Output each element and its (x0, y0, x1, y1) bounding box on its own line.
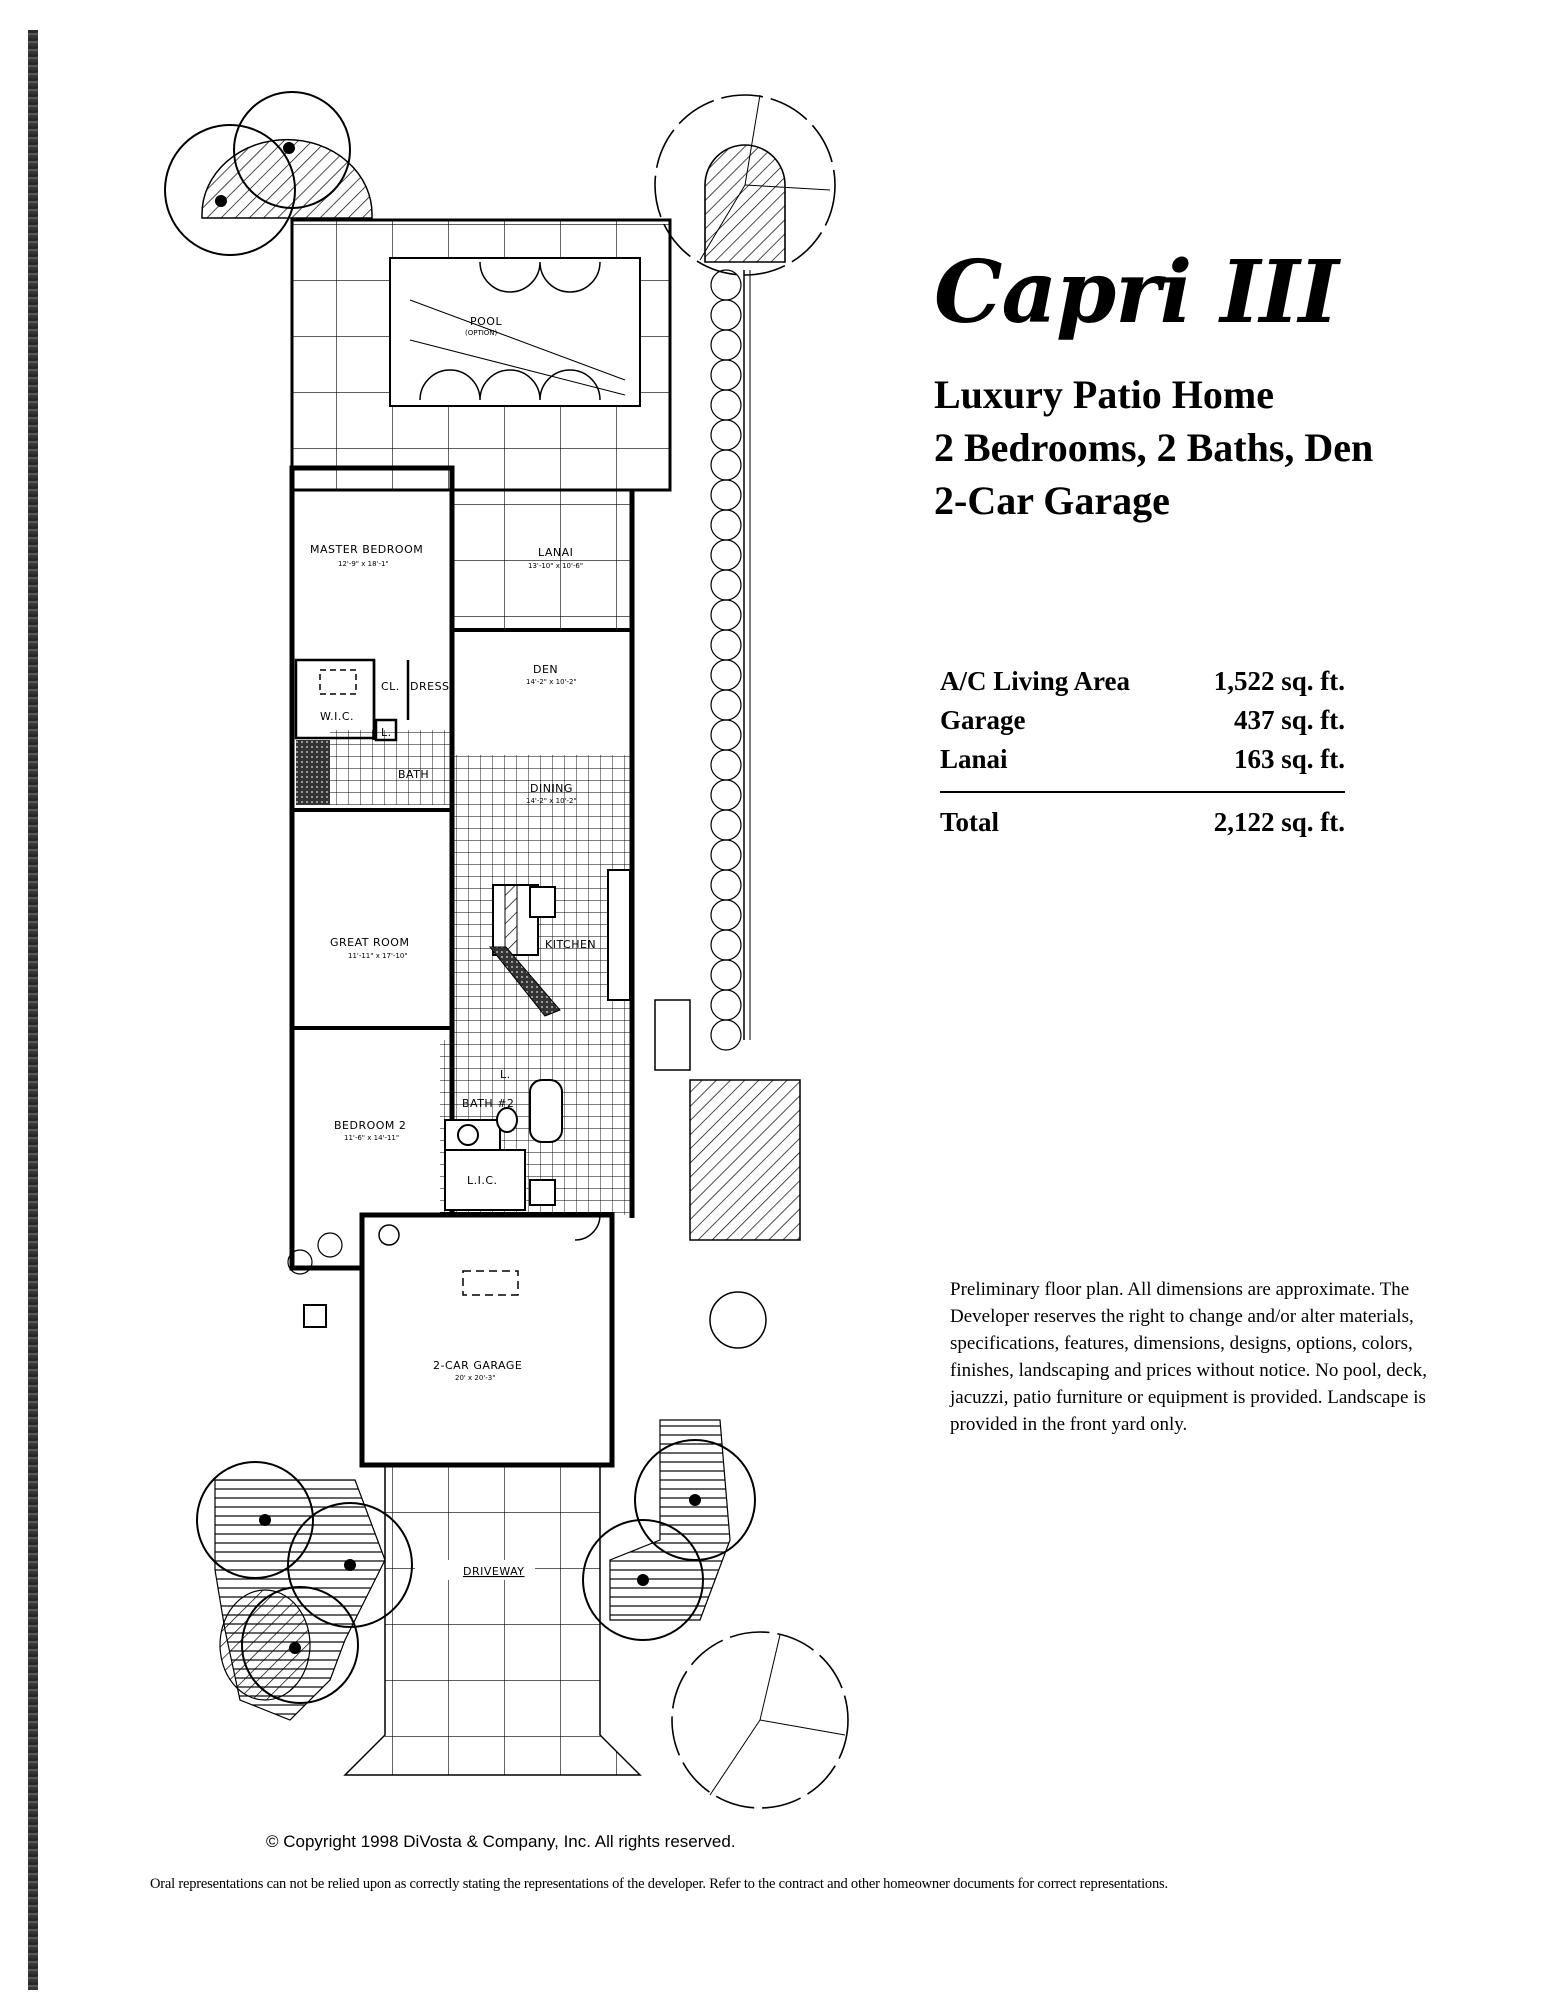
area-label: Garage (940, 705, 1026, 735)
tree-cluster-bottom-right (583, 1420, 848, 1808)
total-label: Total (940, 807, 1000, 837)
tree-top-right (655, 95, 835, 275)
pool-deck (292, 220, 670, 490)
master-bedroom-label: MASTER BEDROOM (310, 543, 424, 556)
disclaimer-text: Preliminary floor plan. All dimensions are approximate. The Developer reserves the right to change and/or alter materials, specifications, features, dimensions, designs, options, colors, finishes, landscaping and prices without notice. No pool, deck, jacuzzi, patio furniture or equipment is provided. Landscape is provided in the front yard only. (950, 1279, 1428, 1435)
den-dim: 14'-2" x 10'-2" (526, 678, 577, 686)
bath2-label: BATH #2 (462, 1097, 515, 1110)
closet-label: CL. (381, 680, 400, 693)
lanai-label: LANAI (538, 546, 574, 559)
area-total-row (940, 803, 1345, 842)
area-value: 1,522 sq. ft. (1213, 666, 1345, 696)
lic-label: L.I.C. (467, 1174, 498, 1187)
oral-representation-notice: Oral representations can not be relied upon as correctly stating the representations of the developer. Refer to the contract and other homeowner documents for correct representations. (150, 1876, 1168, 1892)
den-label: DEN (533, 663, 559, 676)
bedroom2-label: BEDROOM 2 (334, 1119, 407, 1132)
great-room-label: GREAT ROOM (330, 936, 410, 949)
subtitle-line: Luxury Patio Home (934, 372, 1274, 417)
hedge-row (711, 270, 750, 1050)
lanai-dim: 13'-10" x 10'-6" (528, 562, 584, 570)
area-table (940, 662, 1345, 842)
garage (362, 1215, 612, 1465)
side-garden-bed (690, 1080, 800, 1240)
pool-label: POOL (470, 315, 503, 328)
pool-option-label: (OPTION) (465, 329, 498, 337)
area-value: 437 sq. ft. (1233, 705, 1345, 735)
model-subtitle (934, 368, 1373, 527)
copyright-text: © Copyright 1998 DiVosta & Company, Inc. All rights reserved. (266, 1832, 736, 1851)
bedroom2-dim: 11'-6" x 14'-11" (344, 1134, 400, 1142)
shower-tile (296, 740, 330, 805)
dress-label: DRESS (410, 680, 450, 693)
area-row (940, 701, 1345, 740)
kitchen-label: KITCHEN (545, 938, 597, 951)
wic-label: W.I.C. (320, 710, 355, 723)
garage-dim: 20' x 20'-3" (455, 1374, 496, 1382)
area-label: A/C Living Area (940, 666, 1131, 696)
bath-label: BATH (398, 768, 430, 781)
driveway-label: DRIVEWAY (463, 1565, 525, 1578)
master-bedroom-dim: 12'-9" x 18'-1" (338, 560, 389, 568)
subtitle-line: 2-Car Garage (934, 478, 1170, 523)
total-value: 2,122 sq. ft. (1213, 807, 1345, 837)
side-planter (655, 1000, 690, 1070)
tree-cluster-bottom-left (197, 1462, 412, 1720)
shrub-small (318, 1233, 342, 1257)
linen-label: L. (381, 726, 392, 739)
area-row (940, 662, 1345, 701)
shrub (710, 1292, 766, 1348)
area-value: 163 sq. ft. (1233, 744, 1345, 774)
area-row (940, 740, 1345, 779)
garage-label: 2-CAR GARAGE (433, 1359, 523, 1372)
area-label: Lanai (940, 744, 1008, 774)
great-room-dim: 11'-11" x 17'-10" (348, 952, 408, 960)
dining-label: DINING (530, 782, 573, 795)
linen2-label: L. (500, 1068, 511, 1081)
ac-unit (304, 1305, 326, 1327)
subtitle-line: 2 Bedrooms, 2 Baths, Den (934, 425, 1374, 470)
model-title: Capri III (934, 242, 1338, 343)
dining-dim: 14'-2" x 10'-2" (526, 797, 577, 805)
driveway (345, 1465, 640, 1775)
total-divider (940, 791, 1345, 793)
